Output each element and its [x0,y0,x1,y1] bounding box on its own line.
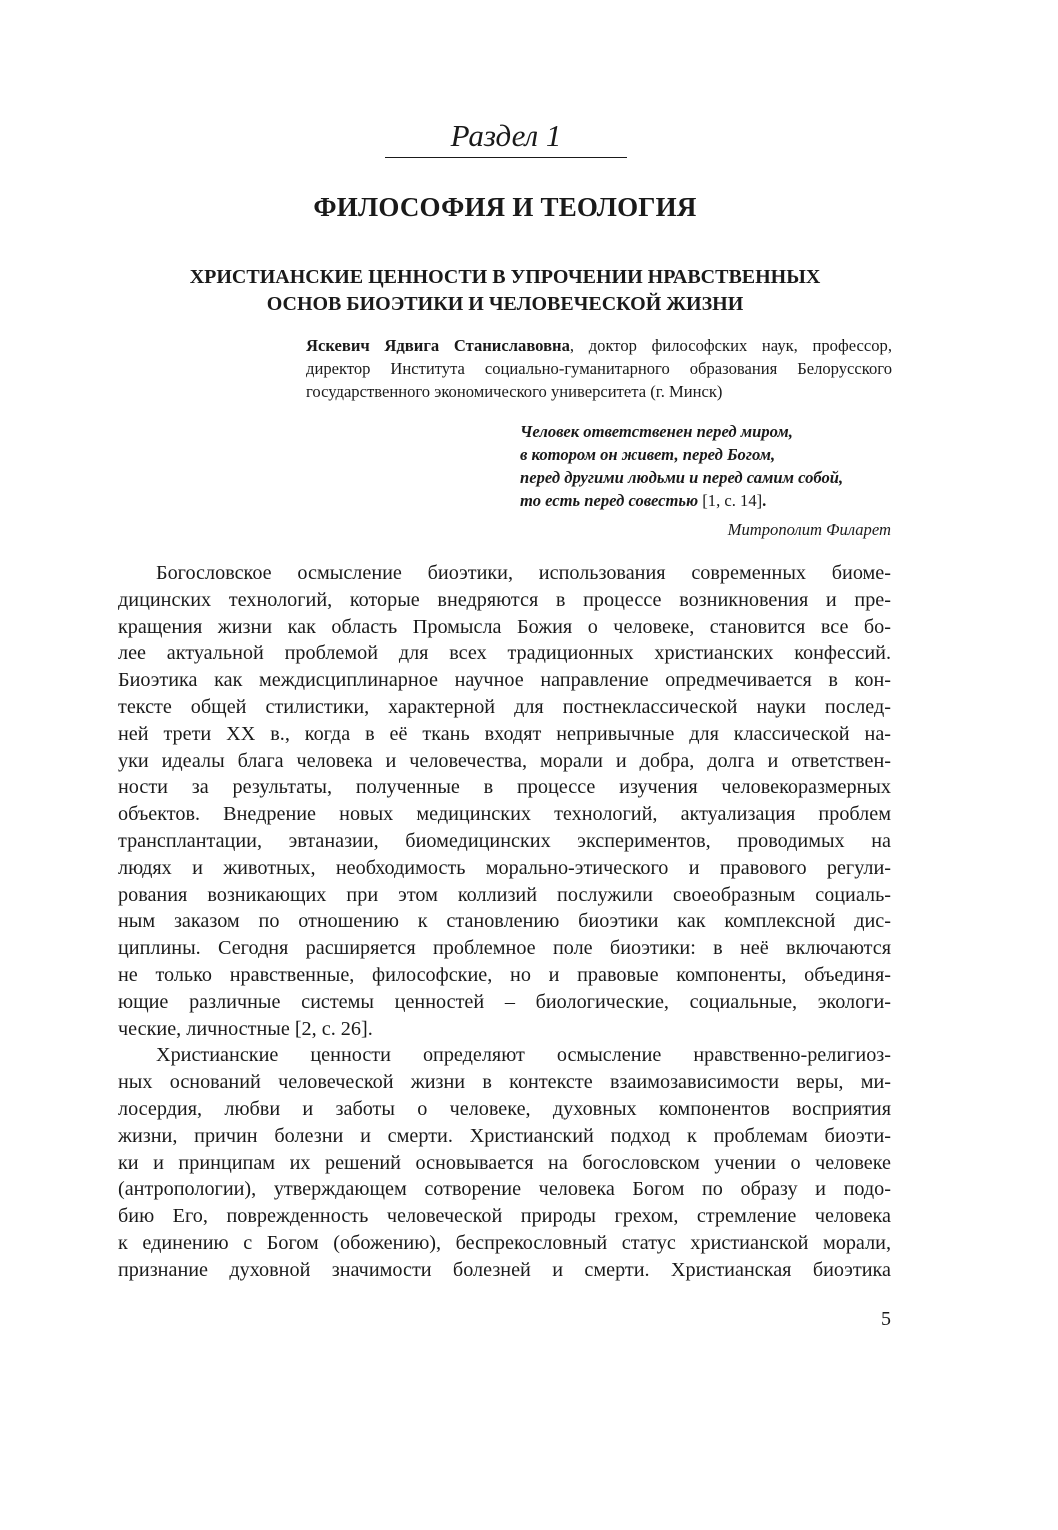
text-line: к единению с Богом (обожению), беспрекословный статус христианской морали, [118,1231,891,1254]
text-line: ческие, личностные [2, с. 26]. [118,1017,373,1040]
page-number: 5 [881,1308,891,1330]
text-line: дицинских технологий, которые внедряются в процессе возникновения и пре- [118,588,891,611]
article-title [120,264,890,318]
text-line: ющие различные системы ценностей – биологические, социальные, экологи- [118,990,891,1013]
article-title-line: ХРИСТИАНСКИЕ ЦЕННОСТИ В УПРОЧЕНИИ НРАВСТВЕННЫХ [189,266,821,288]
paragraph-2 [118,1042,891,1283]
author-affiliation: , доктор философских наук, профессор, директор Института социально-гуманитарного образования Белорусского государственного экономического университета (г. Минск) [306,336,892,401]
text-line: ным заказом по отношению к становлению биоэтики как комплексной дис- [118,910,891,933]
text-line: ней трети XX в., когда в её ткань входят непривычные для классической на- [118,722,891,745]
text-line: бию Его, поврежденность человеческой природы грехом, стремление человека [118,1205,891,1228]
text-line: Богословское осмысление биоэтики, использования современных биоме- [156,562,891,584]
text-line: циплины. Сегодня расширяется проблемное поле биоэтики: в неё включаются [118,937,891,960]
epigraph-line: перед другими людьми и перед самим собой, [520,468,844,487]
text-line: людях и животных, необходимость морально-этического и правового регули- [118,856,891,879]
author-info [306,334,892,403]
body-text [118,560,891,1284]
epigraph-line: в котором он живет, перед Богом, [520,445,776,464]
text-line: Биоэтика как междисциплинарное научное направление опредмечивается в кон- [118,669,891,692]
text-line: лосердия, любви и заботы о человеке, духовных компонентов восприятия [118,1097,891,1120]
text-line: ных оснований человеческой жизни в контексте взаимозависимости веры, ми- [118,1071,891,1094]
epigraph-line-text: то есть перед совестью [520,491,699,510]
section-rule [385,157,627,158]
section-label: Раздел 1 [450,118,562,153]
text-line: (антропологии), утверждающем сотворение человека Богом по образу и подо- [118,1178,891,1201]
text-line: лее актуальной проблемой для всех традиционных христианских конфессий. [118,642,891,665]
epigraph-period: . [762,491,767,510]
paragraph-1 [118,560,891,1042]
article-title-line: ОСНОВ БИОЭТИКИ И ЧЕЛОВЕЧЕСКОЙ ЖИЗНИ [266,293,744,315]
text-line: трансплантации, эвтаназии, биомедицинских экспериментов, проводимых на [118,829,891,852]
text-line: не только нравственные, философские, но и правовые компоненты, объединя- [118,963,891,986]
text-line: ности за результаты, полученные в процессе изучения человекоразмерных [118,776,891,799]
epigraph-author: Митрополит Филарет [727,520,891,539]
epigraph-line: Человек ответственен перед миром, [520,422,793,441]
text-line: уки идеалы блага человека и человечества, морали и добра, долга и ответствен- [118,749,891,772]
epigraph [520,420,900,512]
text-line: объектов. Внедрение новых медицинских технологий, актуализация проблем [118,803,891,826]
text-line: кращения жизни как область Промысла Божия о человеке, становится все бо- [118,615,891,638]
section-title: ФИЛОСОФИЯ И ТЕОЛОГИЯ [313,192,697,222]
text-line: жизни, причин болезни и смерти. Христианский подход к проблемам биоэти- [118,1124,891,1147]
text-line: Христианские ценности определяют осмысление нравственно-религиоз- [156,1044,891,1067]
text-line: признание духовной значимости болезней и смерти. Христианская биоэтика [118,1258,891,1281]
text-line: тексте общей стилистики, характерной для постнеклассической науки послед- [118,695,891,718]
text-line: ки и принципам их решений основывается на богословском учении о человеке [118,1151,891,1174]
text-line: рования возникающих при этом коллизий послужили своеобразным социаль- [118,883,891,906]
epigraph-line-last [520,489,900,512]
author-name: Яскевич Ядвига Станиславовна [306,336,570,355]
epigraph-citation: [1, с. 14] [698,491,763,510]
